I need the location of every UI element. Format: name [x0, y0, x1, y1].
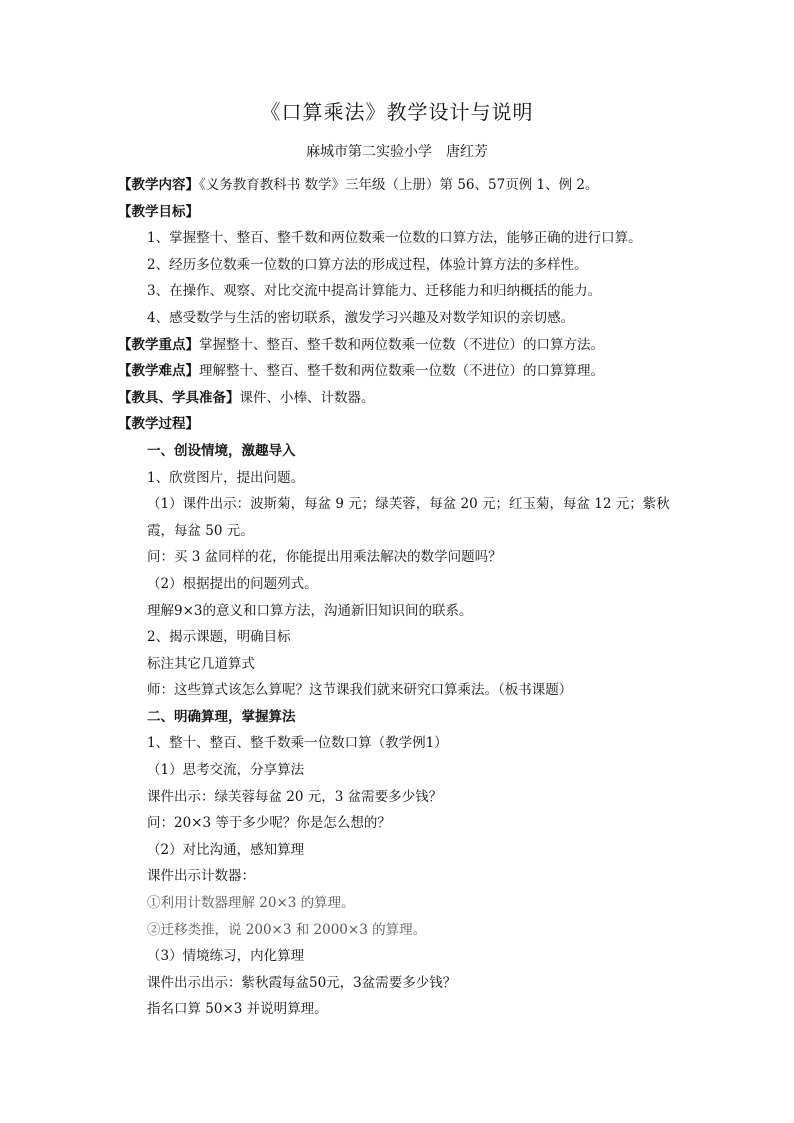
key-point-line — [118, 332, 678, 359]
paragraph: （2）对比沟通，感知算理 — [147, 841, 305, 858]
document-title: 《口算乘法》教学设计与说明 — [260, 100, 534, 124]
paragraph: 1、整十、整百、整千数乘一位数口算（教学例1） — [147, 735, 448, 752]
tools-line — [118, 385, 678, 412]
author-school: 麻城市第二实验小学 — [306, 144, 432, 160]
process-label: 【教学过程】 — [118, 416, 199, 433]
paragraph: ②迁移类推，说 200×3 和 2000×3 的算理。 — [147, 921, 427, 938]
goal-item: 1、掌握整十、整百、整千数和两位数乘一位数的口算方法，能够正确的进行口算。 — [147, 230, 642, 247]
difficulty-line — [118, 358, 678, 385]
goals-label: 【教学目标】 — [118, 203, 199, 220]
goal-item: 2、经历多位数乘一位数的口算方法的形成过程，体验计算方法的多样性。 — [147, 256, 588, 273]
key-point-text: 掌握整十、整百、整千数和两位数乘一位数（不进位）的口算方法。 — [199, 336, 604, 353]
content-text: 《义务教育教科书 数学》三年级（上册）第 56、57页例 1、例 2。 — [199, 177, 599, 193]
paragraph: 课件出示：绿芙蓉每盆 20 元，3 盆需要多少钱？ — [147, 788, 443, 805]
content-line — [118, 172, 678, 199]
paragraph: 2、揭示课题，明确目标 — [147, 629, 291, 646]
paragraph: 问：20×3 等于多少呢？你是怎么想的？ — [147, 815, 391, 832]
paragraph: 师：这些算式该怎么算呢？这节课我们就来研究口算乘法。（板书课题） — [147, 682, 573, 699]
difficulty-text: 理解整十、整百、整千数和两位数乘一位数（不进位）的口算算理。 — [199, 363, 604, 380]
difficulty-label: 【教学难点】 — [118, 363, 199, 380]
document-body — [118, 172, 678, 1023]
section-heading: 一、创设情境，激趣导入 — [147, 442, 296, 459]
tools-text: 课件、小棒、计数器。 — [239, 389, 375, 406]
paragraph: 问：买 3 盆同样的花，你能提出用乘法解决的数学问题吗？ — [147, 549, 502, 566]
paragraph: 课件出示计数器： — [147, 868, 255, 885]
paragraph: （2）根据提出的问题列式。 — [147, 575, 318, 592]
author-line — [0, 141, 794, 161]
section-heading: 二、明确算理，掌握算法 — [147, 708, 296, 725]
paragraph: （1）课件出示：波斯菊，每盆 9 元；绿芙蓉，每盆 20 元；红玉菊，每盆 12 元；紫秋霞，每盆 50 元。 — [147, 496, 670, 539]
paragraph: 理解9×3的意义和口算方法，沟通新旧知识间的联系。 — [147, 602, 473, 619]
content-label: 【教学内容】 — [118, 177, 199, 193]
tools-label: 【教具、学具准备】 — [118, 389, 240, 406]
paragraph: （1）思考交流，分享算法 — [147, 762, 305, 779]
paragraph: ①利用计数器理解 20×3 的算理。 — [147, 895, 355, 912]
goal-item: 3、在操作、观察、对比交流中提高计算能力、迁移能力和归纳概括的能力。 — [147, 283, 602, 300]
paragraph: 指名口算 50×3 并说明算理。 — [147, 1001, 328, 1018]
author-name: 唐红芳 — [446, 144, 488, 160]
paragraph: 课件出示出示：紫秋霞每盆50元，3盆需要多少钱？ — [147, 974, 457, 991]
key-point-label: 【教学重点】 — [118, 336, 199, 353]
paragraph: （3）情境练习，内化算理 — [147, 948, 305, 965]
paragraph: 标注其它几道算式 — [147, 655, 255, 672]
goal-item: 4、感受数学与生活的密切联系，激发学习兴趣及对数学知识的亲切感。 — [147, 309, 575, 326]
paragraph: 1、欣赏图片，提出问题。 — [147, 469, 305, 486]
